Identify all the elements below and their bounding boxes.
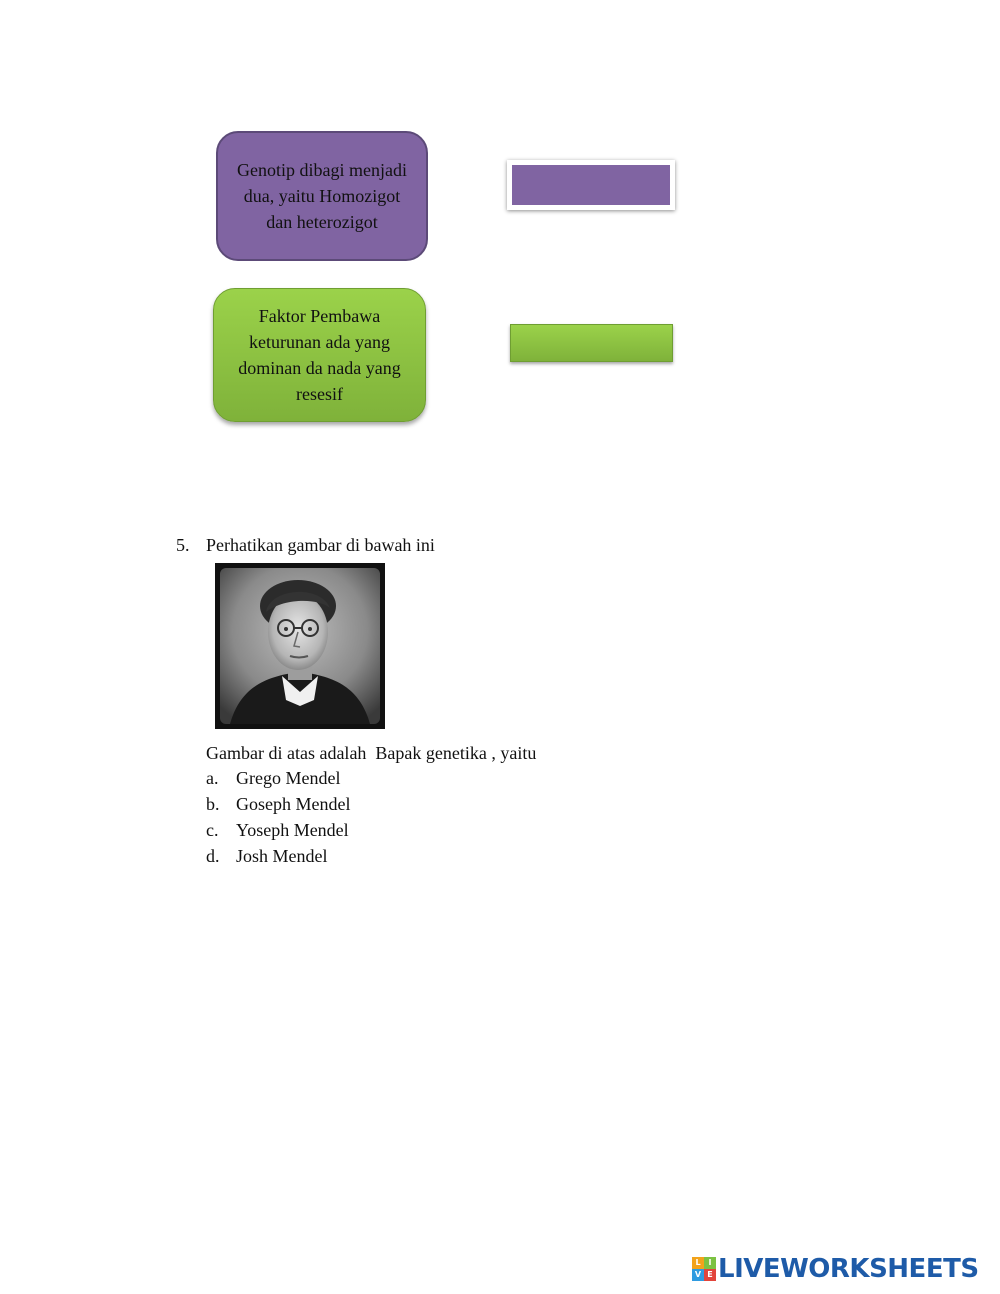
logo-mark-letter-l: L (692, 1257, 704, 1269)
option-c-letter: c. (206, 820, 219, 840)
answer-box-purple[interactable] (507, 160, 675, 210)
option-b-label: Goseph Mendel (236, 794, 351, 814)
question-text: Perhatikan gambar di bawah ini (206, 535, 435, 555)
match-card-faktor-pembawa-text: Faktor Pembawa keturunan ada yang dominan da nada yang resesif (238, 306, 401, 404)
match-card-genotip (216, 131, 428, 261)
answer-options (206, 766, 350, 870)
match-card-genotip-text: Genotip dibagi menjadi dua, yaitu Homozigot dan heterozigot (237, 160, 407, 232)
option-d-letter: d. (206, 846, 220, 866)
answer-box-green[interactable] (510, 324, 673, 362)
question-prompt: Gambar di atas adalah Bapak genetika , yaitu (206, 743, 537, 763)
logo-mark-letter-v: V (692, 1269, 704, 1281)
match-card-faktor-pembawa (213, 288, 426, 422)
portrait-photo (215, 563, 385, 729)
answer-box-purple-fill (512, 165, 670, 205)
logo-mark-letter-i: I (704, 1257, 716, 1269)
live-logo-icon (692, 1257, 716, 1281)
liveworksheets-logo (692, 1255, 979, 1283)
portrait-illustration (220, 568, 380, 724)
logo-text: LIVEWORKSHEETS (718, 1254, 979, 1284)
logo-mark-letter-e: E (704, 1269, 716, 1281)
option-b-letter: b. (206, 794, 220, 814)
option-c-label: Yoseph Mendel (236, 820, 349, 840)
option-a-letter: a. (206, 768, 219, 788)
option-a[interactable] (206, 766, 350, 792)
option-d[interactable] (206, 844, 350, 870)
option-c[interactable] (206, 818, 350, 844)
question-number: 5. (176, 535, 190, 555)
option-d-label: Josh Mendel (236, 846, 328, 866)
option-b[interactable] (206, 792, 350, 818)
option-a-label: Grego Mendel (236, 768, 341, 788)
